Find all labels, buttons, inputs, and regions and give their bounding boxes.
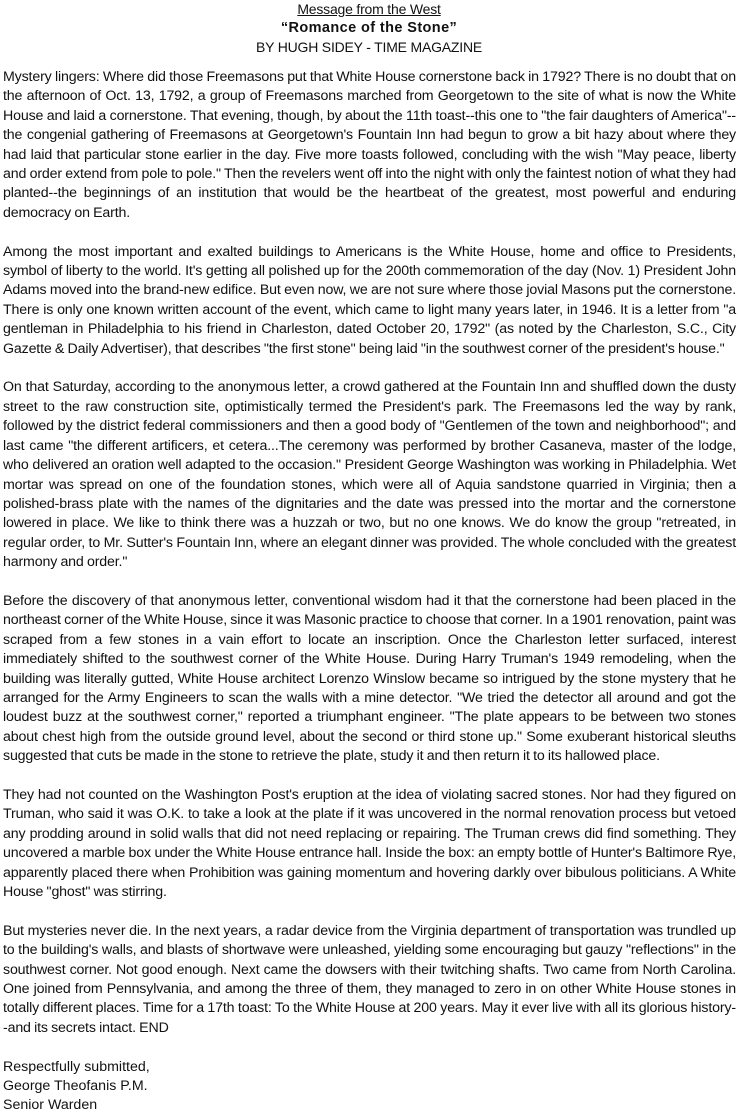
article-body [3,68,736,1116]
article-title: “Romance of the Stone” [280,20,458,36]
signature-block [3,1058,736,1116]
header-kicker: Message from the West [297,1,441,17]
paragraph-3: On that Saturday, according to the anonymous letter, a crowd gathered at the Fountain Inn and shuffled down the dusty street to the raw construction site, optimistically termed the President's park. The Freemasons led the way by rank, followed by the district federal commissioners and then a good body of "Gentlemen of the town and neighborhood"; and last came "the different artificers, et cetera...The ceremony was performed by brother Casaneva, master of the lodge, who delivered an oration well adapted to the occasion." President George Washington was working in Philadelphia. Wet mortar was spread on one of the foundation stones, which were all of Aquia sandstone quarried in Virginia; then a polished-brass plate with the names of the dignitaries and the date was pressed into the mortar and the cornerstone lowered in place. We like to think there was a huzzah or two, but no one knows. We do know the group "retreated, in regular order, to Mr. Sutter's Fountain Inn, where an elegant dinner was provided. The whole concluded with the greatest harmony and order." [3,379,736,571]
signature-name: George Theofanis P.M. [3,1078,148,1095]
paragraph-2: Among the most important and exalted buildings to Americans is the White House, home and office to Presidents, symbol of liberty to the world. It's getting all polished up for the 200th commemoration of the day (Nov. 1) President John Adams moved into the brand-new edifice. But even now, we are not sure where those jovial Masons put the cornerstone. There is only one known written account of the event, which came to light many years later, in 1946. It is a letter from "a gentleman in Philadelphia to his friend in Charleston, dated October 20, 1792" (as noted by the Charleston, S.C., City Gazette & Daily Advertiser), that describes "the first stone" being laid "in the southwest corner of the president's house." [3,243,736,357]
signature-closing: Respectfully submitted, [3,1058,150,1075]
article-header [0,0,738,57]
signature-title: Senior Warden [3,1097,98,1114]
paragraph-4: Before the discovery of that anonymous letter, conventional wisdom had it that the cornerstone had been placed in the northeast corner of the White House, since it was Masonic practice to choose that corner. In a 1901 renovation, paint was scraped from a few stones in a vain effort to locate an inscription. Once the Charleston letter surfaced, interest immediately shifted to the southwest corner of the White House. During Harry Truman's 1949 remodeling, when the building was literally gutted, White House architect Lorenzo Winslow became so intrigued by the stone mystery that he arranged for the Army Engineers to scan the walls with a mine detector. "We tried the detector all around and got the loudest buzz at the southwest corner," reported a triumphant engineer. "The plate appears to be between two stones about chest high from the outside ground level, about the second or third stone up." Some exuberant historical sleuths suggested that cuts be made in the stone to retrieve the plate, study it and then return it to its hallowed place. [3,592,736,765]
paragraph-5: They had not counted on the Washington Post's eruption at the idea of violating sacred stones. Nor had they figured on Truman, who said it was O.K. to take a look at the plate if it was uncovered in the normal renovation process but vetoed any prodding around in solid walls that did not need replacing or repairing. The Truman crews did find something. They uncovered a marble box under the White House entrance hall. Inside the box: an empty bottle of Hunter's Baltimore Rye, apparently placed there when Prohibition was gaining momentum and hovering darkly over bibulous politicians. A White House "ghost" was stirring. [3,786,736,900]
paragraph-6: But mysteries never die. In the next years, a radar device from the Virginia department of transportation was trundled up to the building's walls, and blasts of shortwave were unleashed, yielding some encouraging but gauzy "reflections" in the southwest corner. Not good enough. Next came the dowsers with their twitching shafts. Two came from North Carolina. One joined from Pennsylvania, and among the three of them, they managed to zero in on other White House stones in totally different places. Time for a 17th toast: To the White House at 200 years. May it ever live with all its glorious history--and its secrets intact. END [3,922,736,1036]
paragraph-1: Mystery lingers: Where did those Freemasons put that White House cornerstone back in 1792? There is no doubt that on the afternoon of Oct. 13, 1792, a group of Freemasons marched from Georgetown to the site of what is now the White House and laid a cornerstone. That evening, though, by about the 11th toast--this one to "the fair daughters of America"--the congenial gathering of Freemasons at Georgetown's Fountain Inn had begun to grow a bit hazy about where they had laid that particular stone earlier in the day. Five more toasts followed, concluding with the wish "May peace, liberty and order extend from pole to pole." Then the revelers went off into the night with only the faintest notion of what they had planted--the beginnings of an institution that would be the heartbeat of the greatest, most powerful and enduring democracy on Earth. [3,69,736,221]
article-byline: BY HUGH SIDEY - TIME MAGAZINE [255,39,483,55]
